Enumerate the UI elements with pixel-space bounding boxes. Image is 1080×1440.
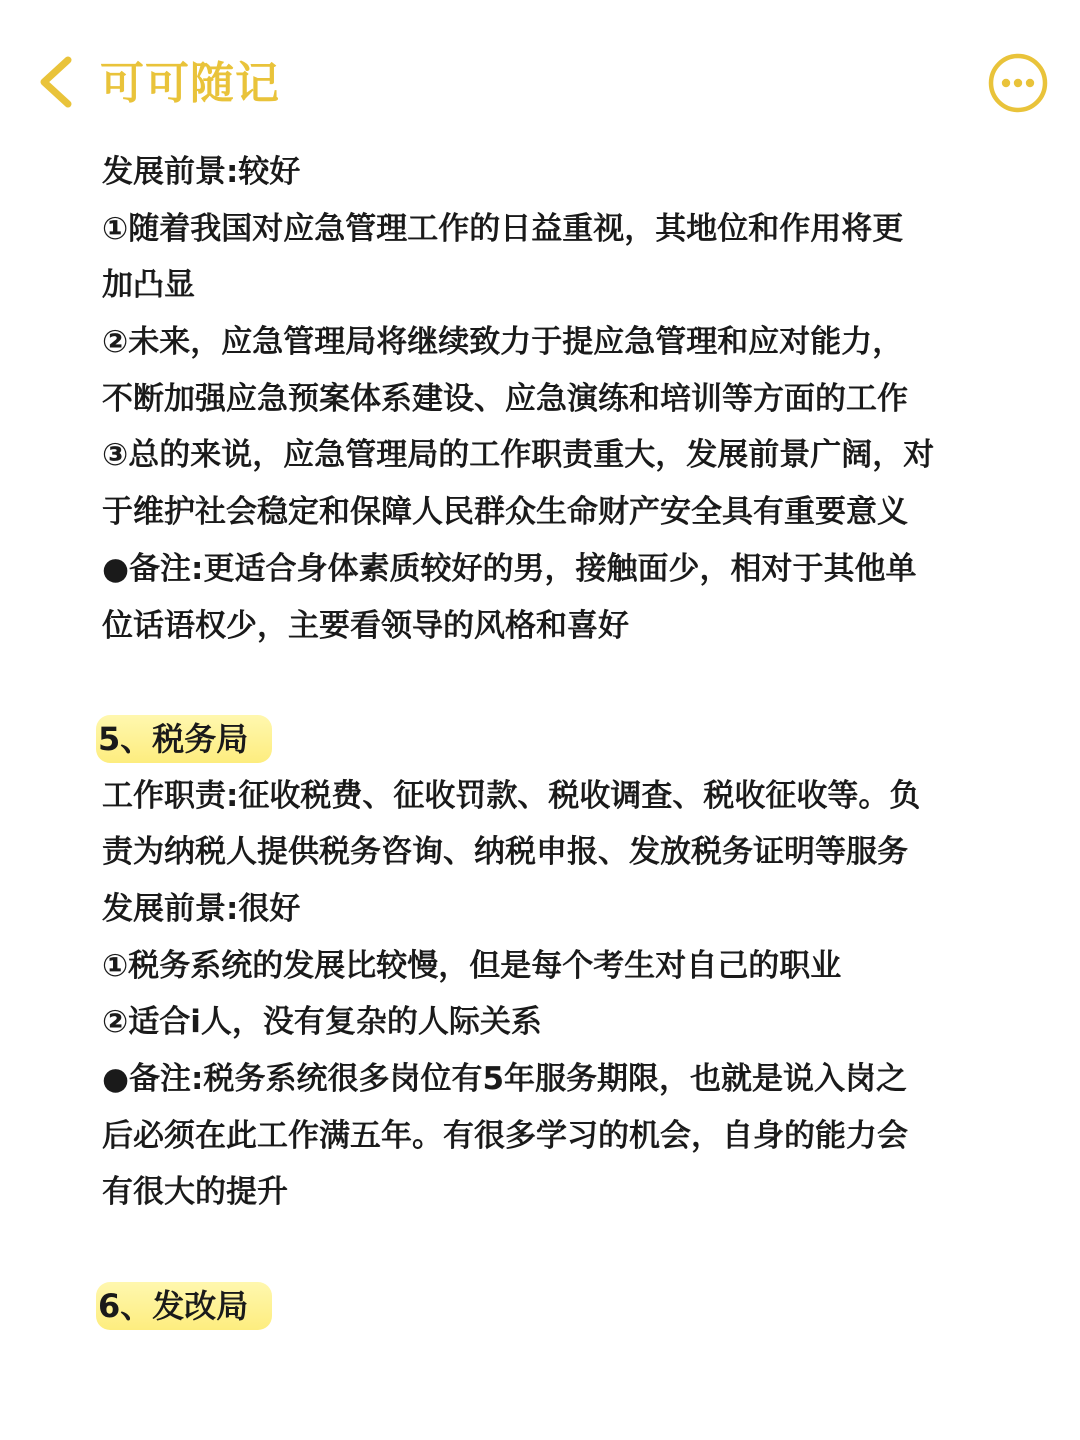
body-line: 不断加强应急预案体系建设、应急演练和培训等方面的工作 [102, 380, 908, 417]
prospect-line: 发展前景:较好 [102, 154, 301, 190]
body-line: ③总的来说，应急管理局的工作职责重大，发展前景广阔，对 [102, 437, 935, 474]
highlighted-heading: 6、发改局 [96, 1282, 272, 1330]
app-title: 可可随记 [100, 58, 280, 109]
body-line: ①随着我国对应急管理工作的日益重视，其地位和作用将更 [102, 210, 904, 247]
more-options-button[interactable] [988, 53, 1048, 113]
spacer [102, 654, 982, 711]
note-line: 有很大的提升 [102, 1174, 288, 1211]
note-line: 后必须在此工作满五年。有很多学习的机会，自身的能力会 [102, 1117, 908, 1154]
body-line: 责为纳税人提供税务咨询、纳税申报、发放税务证明等服务 [102, 834, 908, 871]
body-line: ②适合i人，没有复杂的人际关系 [102, 1004, 542, 1041]
note-line: ●备注:更适合身体素质较好的男，接触面少，相对于其他单 [102, 550, 917, 587]
back-button[interactable] [30, 52, 86, 112]
body-line: ②未来，应急管理局将继续致力于提应急管理和应对能力， [102, 324, 904, 361]
prospect-line: 发展前景:很好 [102, 890, 301, 927]
body-line: ①税务系统的发展比较慢，但是每个考生对自己的职业 [102, 947, 842, 984]
spacer [102, 1221, 982, 1278]
section-heading-5 [98, 711, 982, 768]
note-line: ●备注:税务系统很多岗位有5年服务期限，也就是说入岗之 [102, 1061, 908, 1097]
top-bar [0, 0, 1080, 150]
chevron-left-icon [30, 52, 86, 112]
note-line: 位话语权少，主要看领导的风格和喜好 [102, 607, 629, 644]
note-body [98, 144, 982, 1334]
body-line: 工作职责:征收税费、征收罚款、税收调查、税收征收等。负 [102, 777, 921, 814]
highlighted-heading: 5、税务局 [96, 715, 272, 763]
body-line: 于维护社会稳定和保障人民群众生命财产安全具有重要意义 [102, 494, 908, 531]
more-horizontal-icon [988, 53, 1048, 113]
body-line: 加凸显 [102, 267, 195, 304]
section-heading-6 [98, 1278, 982, 1335]
